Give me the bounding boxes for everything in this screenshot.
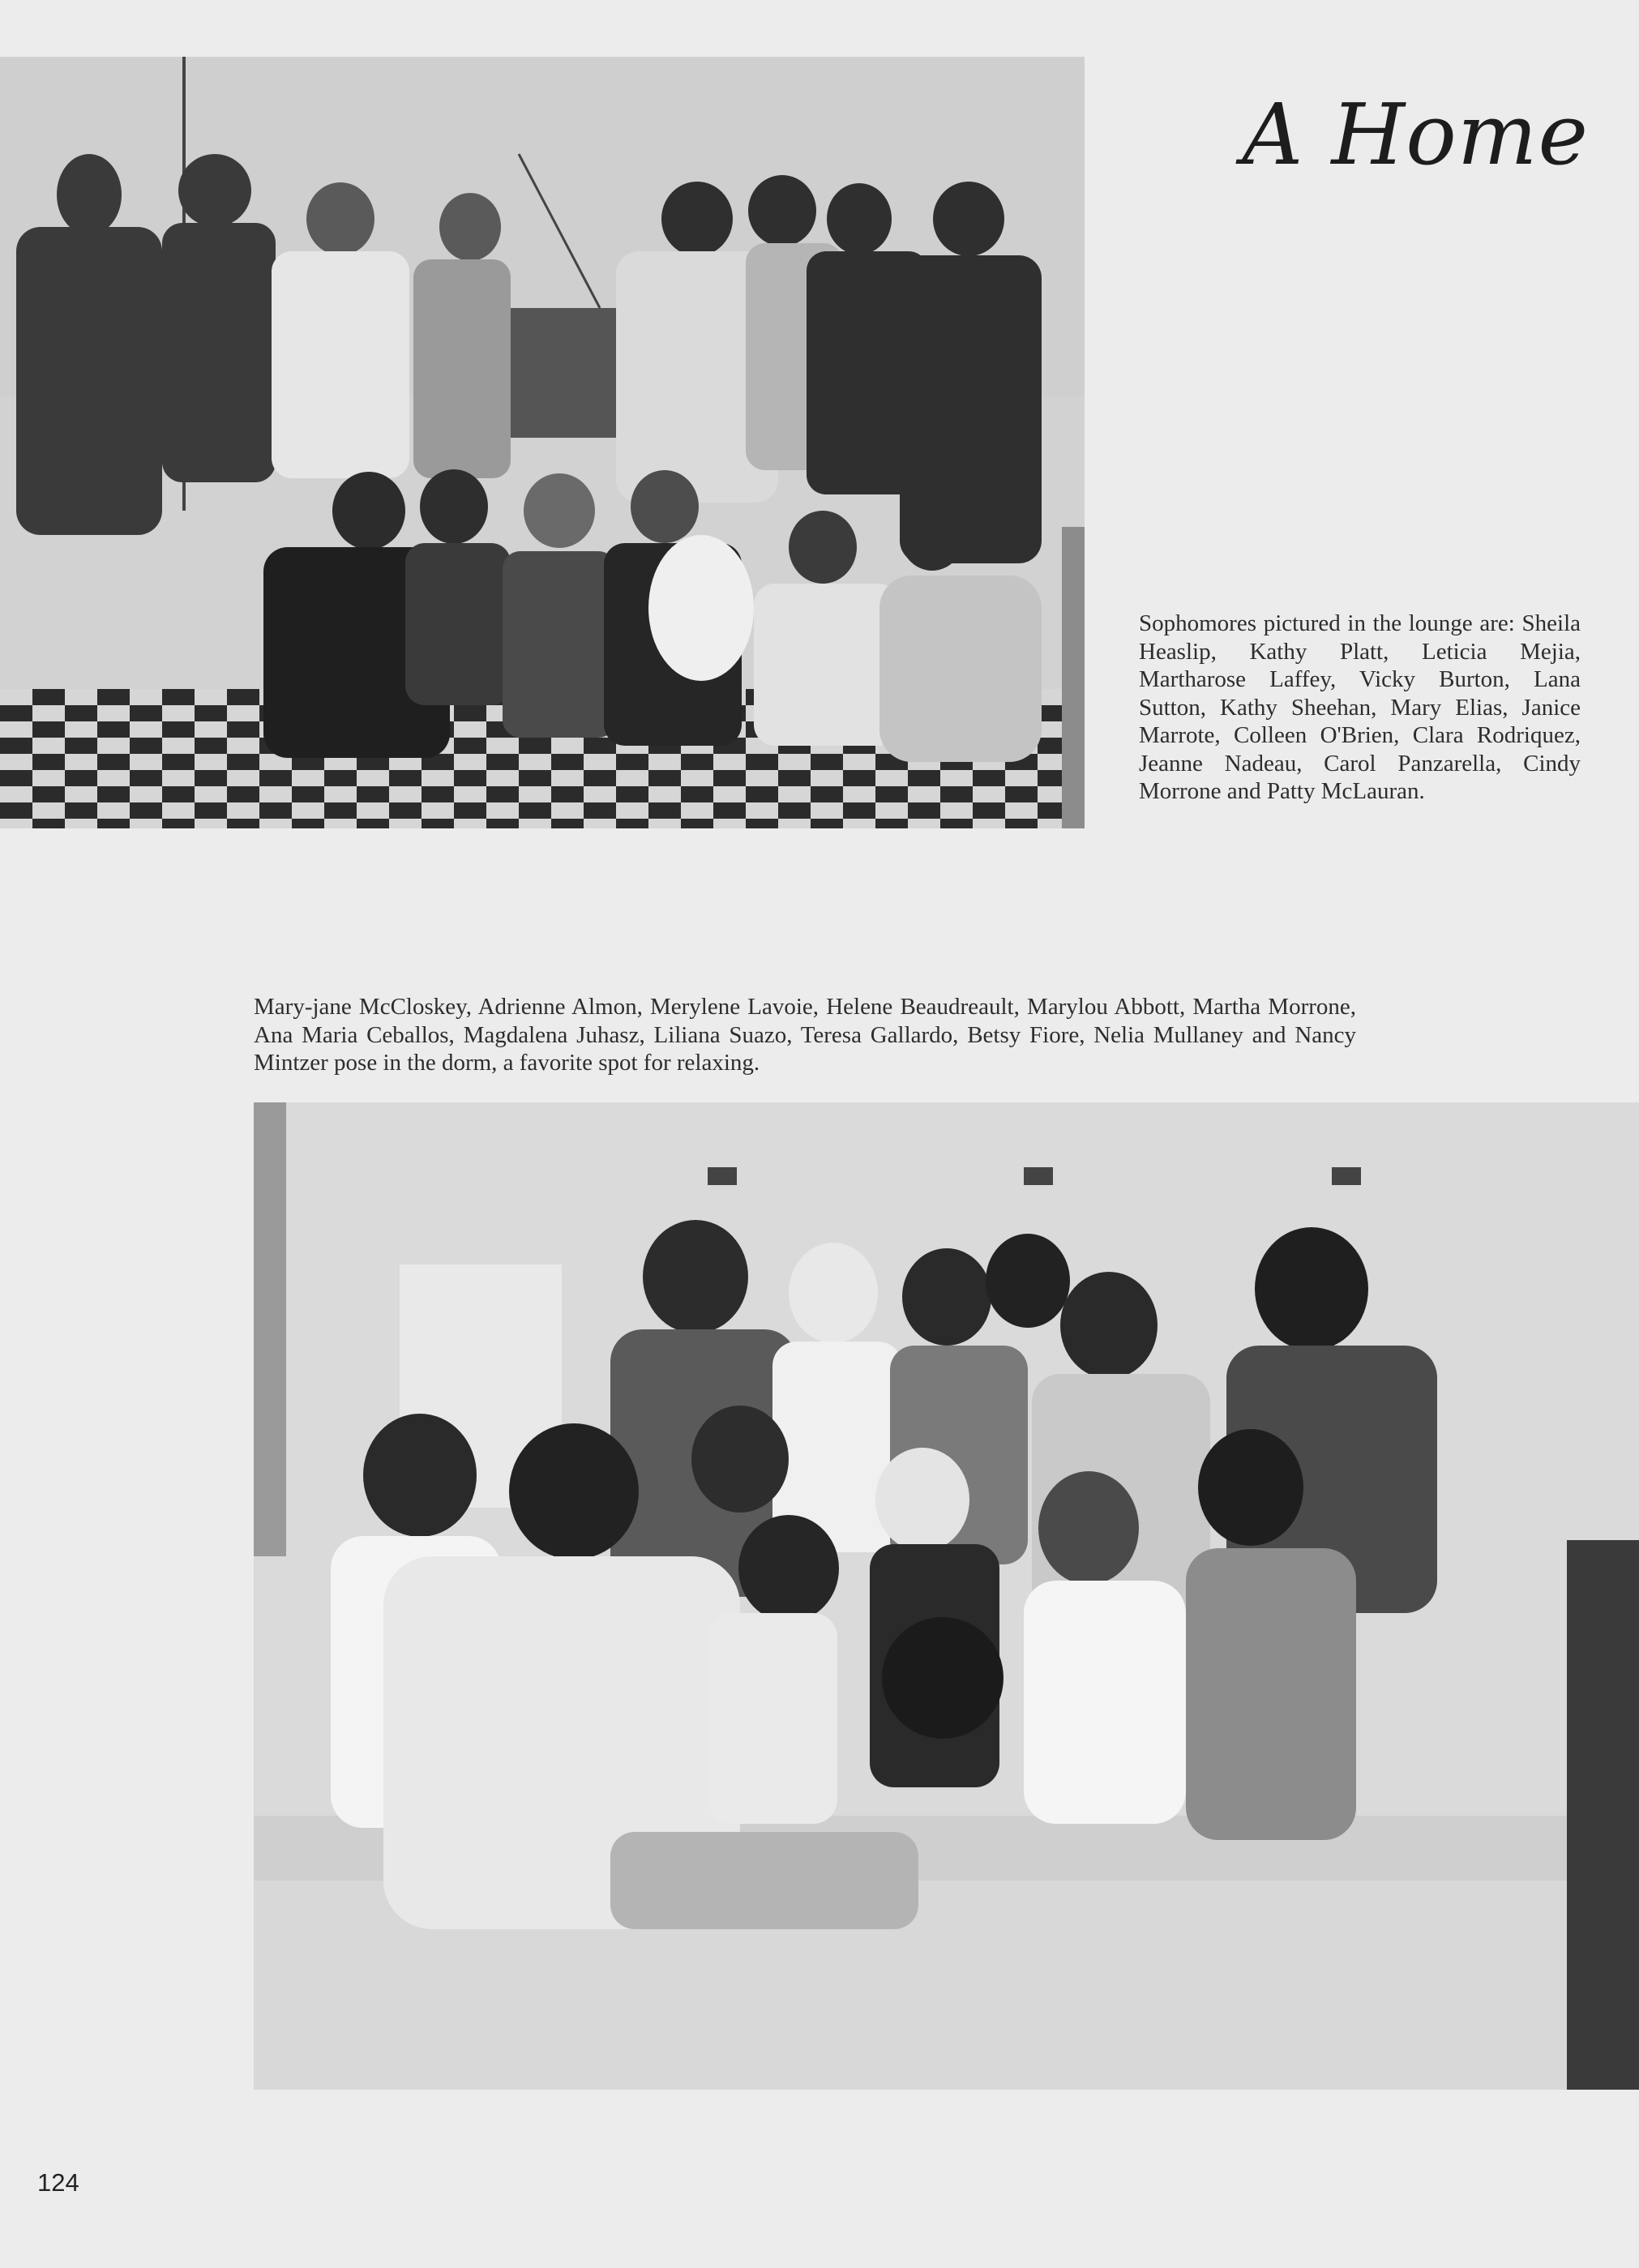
lounge-photo-illustration (0, 57, 1085, 828)
page-title: A Home (1242, 85, 1589, 184)
dorm-photo-illustration (254, 1102, 1639, 2090)
dorm-group-photo (254, 1102, 1639, 2090)
page-number: 124 (37, 2168, 79, 2197)
dorm-photo-caption: Mary-jane McCloskey, Adrienne Almon, Merylene Lavoie, Helene Beaudreault, Marylou Abbott, Martha Morrone, Ana Maria Ceballos, Magdalena Juhasz, Liliana Suazo, Teresa Gallardo, Betsy Fiore, Nelia Mullaney and Nancy Mintzer pose in the dorm, a favorite spot for relaxing. (254, 994, 1356, 1076)
lounge-group-photo (0, 57, 1085, 828)
lounge-photo-caption: Sophomores pictured in the lounge are: Sheila Heaslip, Kathy Platt, Leticia Mejia, Martharose Laffey, Vicky Burton, Lana Sutton, Kathy Sheehan, Mary Elias, Janice Marrote, Colleen O'Brien, Clara Rodriquez, Jeanne Nadeau, Carol Panzarella, Cindy Morrone and Patty McLauran. (1139, 610, 1581, 804)
